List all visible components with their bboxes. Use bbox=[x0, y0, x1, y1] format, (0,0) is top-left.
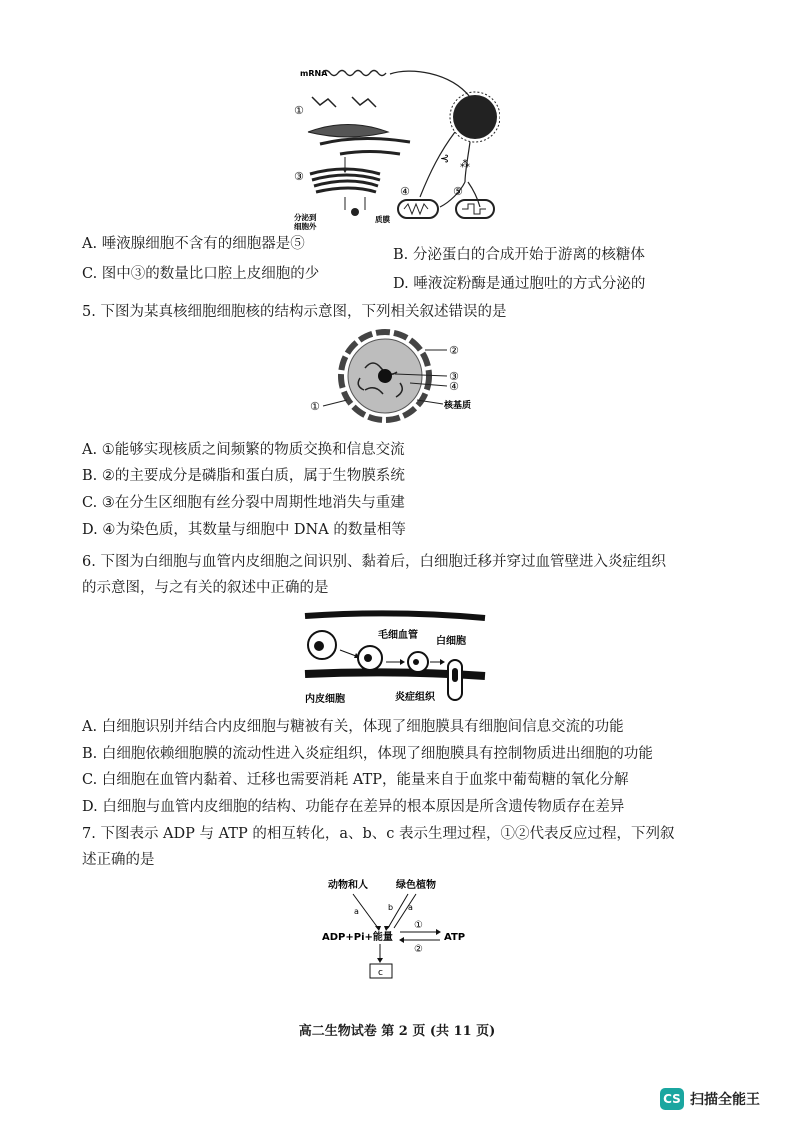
arrow-label-b: b bbox=[388, 903, 394, 912]
q5-stem: 5. 下图为某真核细胞细胞核的结构示意图，下列相关叙述错误的是 bbox=[82, 304, 507, 320]
q6-option-d: D. 白细胞与血管内皮细胞的结构、功能存在差异的根本原因是所含遗传物质存在差异 bbox=[82, 799, 625, 815]
q5-option-b: B. ②的主要成分是磷脂和蛋白质，属于生物膜系统 bbox=[82, 468, 405, 484]
reaction-2-label: ② bbox=[414, 944, 423, 955]
q4-option-c: C. 图中③的数量比口腔上皮细胞的少 bbox=[82, 266, 320, 282]
label-3: ③ bbox=[294, 170, 304, 183]
q5-option-a: A. ①能够实现核质之间频繁的物质交换和信息交流 bbox=[82, 442, 405, 458]
q6-option-c: C. 白细胞在血管内黏着、迁移也需要消耗 ATP，能量来自于血浆中葡萄糖的氧化分解 bbox=[82, 772, 629, 788]
q5-option-c: C. ③在分生区细胞有丝分裂中周期性地消失与重建 bbox=[82, 495, 405, 511]
q7-stem-line2: 述正确的是 bbox=[82, 852, 155, 868]
secrete-label: 分泌到 bbox=[294, 213, 317, 222]
svg-text:⊰: ⊰ bbox=[440, 152, 450, 165]
nuclear-matrix-label: 核基质 bbox=[444, 401, 472, 411]
q6-option-b: B. 白细胞依赖细胞膜的流动性进入炎症组织，体现了细胞膜具有控制物质进出细胞的功能 bbox=[82, 746, 653, 762]
adp-atp-figure bbox=[318, 876, 488, 981]
mrna-label: mRNA bbox=[300, 69, 328, 78]
camscanner-logo-icon: CS bbox=[660, 1088, 684, 1110]
arrow-label-a1: a bbox=[354, 907, 359, 916]
scanner-watermark bbox=[660, 1088, 760, 1110]
page-footer: 高二生物试卷 第 2 页 (共 11 页) bbox=[298, 1024, 496, 1039]
animals-label: 动物和人 bbox=[328, 880, 368, 891]
q4-option-a: A. 唾液腺细胞不含有的细胞器是⑤ bbox=[82, 236, 305, 252]
atp-label: ATP bbox=[444, 932, 466, 943]
nucleus-label-2: ② bbox=[449, 344, 459, 357]
plants-label: 绿色植物 bbox=[396, 880, 436, 891]
leukocyte-label: 白细胞 bbox=[436, 636, 466, 647]
adp-pi-energy-label: ADP+Pi+能量 bbox=[322, 932, 393, 943]
q6-option-a: A. 白细胞识别并结合内皮细胞与糖被有关，体现了细胞膜具有细胞间信息交流的功能 bbox=[82, 719, 624, 735]
nucleus-label-4: ④ bbox=[449, 380, 459, 393]
q4-option-b: B. 分泌蛋白的合成开始于游离的核糖体 bbox=[393, 247, 645, 263]
svg-text:⁂: ⁂ bbox=[460, 159, 470, 170]
q6-stem-line1: 6. 下图为白细胞与血管内皮细胞之间识别、黏着后，白细胞迁移并穿过血管壁进入炎症组织 bbox=[82, 554, 666, 570]
arrow-label-a2: a bbox=[408, 903, 413, 912]
label-5: ⑤ bbox=[453, 185, 463, 198]
nucleus-label-3: ③ bbox=[449, 370, 459, 383]
secretory-pathway-figure bbox=[290, 62, 500, 232]
label-4: ④ bbox=[400, 185, 410, 198]
nucleus-figure bbox=[305, 328, 490, 428]
membrane-label: 质膜 bbox=[375, 215, 390, 224]
q6-stem-line2: 的示意图，与之有关的叙述中正确的是 bbox=[82, 580, 329, 596]
scanner-app-name: 扫描全能王 bbox=[690, 1092, 760, 1108]
process-c-label: c bbox=[378, 968, 383, 978]
label-1: ① bbox=[294, 104, 304, 117]
q7-stem-line1: 7. 下图表示 ADP 与 ATP 的相互转化，a、b、c 表示生理过程，①②代表反应过程，下列叙 bbox=[82, 826, 675, 842]
outside-label: 细胞外 bbox=[294, 222, 317, 231]
q4-option-d: D. 唾液淀粉酶是通过胞吐的方式分泌的 bbox=[393, 276, 646, 292]
q5-option-d: D. ④为染色质，其数量与细胞中 DNA 的数量相等 bbox=[82, 522, 406, 538]
endothelial-label: 内皮细胞 bbox=[305, 694, 345, 705]
capillary-label: 毛细血管 bbox=[378, 630, 418, 641]
nucleus-label-1: ① bbox=[310, 400, 320, 413]
reaction-1-label: ① bbox=[414, 920, 423, 931]
leukocyte-migration-figure bbox=[300, 610, 490, 710]
inflamed-tissue-label: 炎症组织 bbox=[395, 692, 435, 703]
